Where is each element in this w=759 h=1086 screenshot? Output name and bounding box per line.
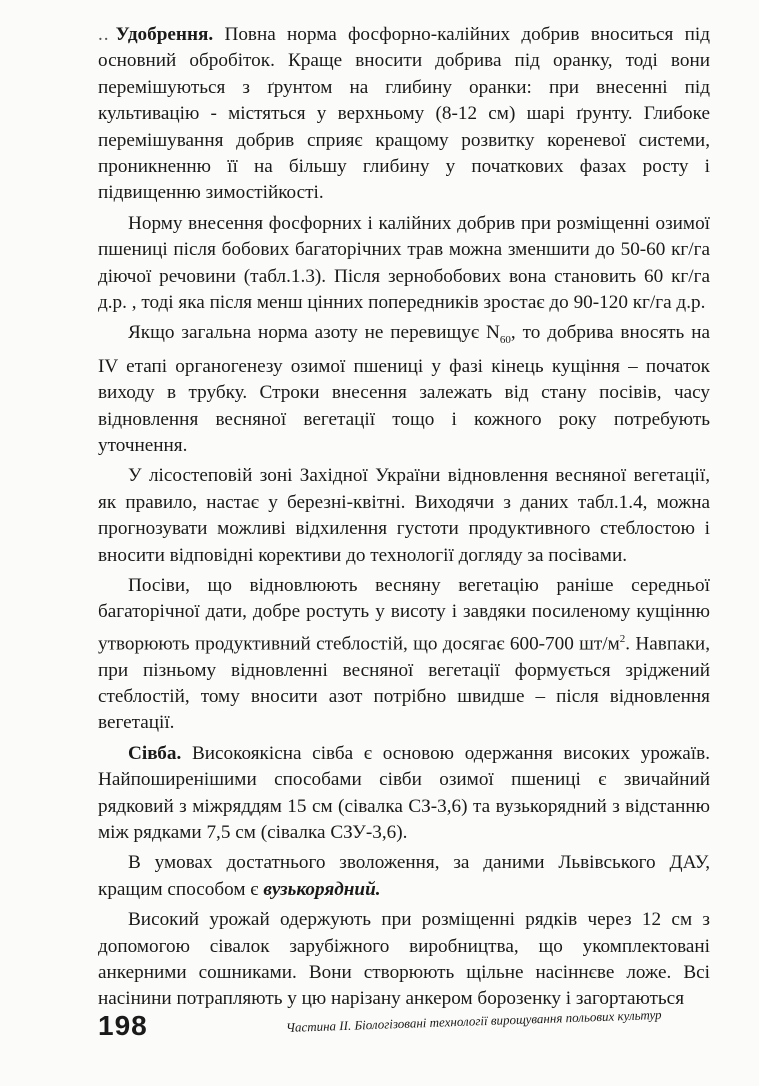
page-number: 198: [98, 1010, 148, 1041]
paragraph-text: В умовах достатнього зволоження, за даними Львівського ДАУ, кращим способом є: [98, 852, 710, 900]
paragraph-nitrogen: [98, 320, 710, 459]
body-text: [98, 22, 710, 1017]
paragraph-crops: [98, 573, 710, 737]
paragraph-forest-steppe: [98, 463, 710, 569]
paragraph-text: , то добрива вносять на IV етапі органогенезу озимої пшениці у фазі кінець кущіння – початок виходу в трубку. Строки внесення залежать від стану посівів, часу відновлення весняної вегетації тощо і кожного року потребують уточнення.: [98, 322, 710, 456]
section-lead-sowing: Сівба.: [128, 742, 182, 764]
paragraph-text: Повна норма фосфорно-калійних добрив вноситься під основний обробіток. Краще вносити добрива під оранку, тоді вони перемішуються з ґрунтом на глибину оранки: при внесенні під культивацію - містяться у верхньому (8-12 см) шарі ґрунту. Глибоке перемішування добрив сприяє кращому розвитку кореневої системи, проникненню її на більшу глибину у початкових фазах росту і підвищенню зимостійкості.: [98, 24, 710, 204]
paragraph-text: Якщо загальна норма азоту не перевищує N: [128, 322, 500, 344]
subscript: 60: [499, 334, 511, 347]
paragraph-text: Високоякісна сівба є основою одержання високих урожаїв. Найпоширенішими способами сівби озимої пшениці є звичайний рядковий з міжряддям 15 см (сівалка СЗ-3,6) та вузькорядний з відстанню між рядками 7,5 см (сівалка СЗУ-3,6).: [98, 742, 710, 843]
paragraph-moisture: [98, 850, 710, 903]
paragraph-high-yield: [98, 907, 710, 1013]
paragraph-sowing: [98, 741, 710, 847]
paragraph-text: Високий урожай одержують при розміщенні рядків через 12 см з допомогою сівалок зарубіжного виробництва, що укомплектовані анкерними сошниками. Вони створюють щільне насіннєве ложе. Всі насінини потрапляють у цю нарізану анкером борозенку і загортаються: [98, 909, 710, 1010]
paragraph-fertilizers: [98, 22, 710, 207]
paragraph-text: . Навпаки, при пізньому відновленні весняної вегетації формується зріджений стеблостій, тому вносити азот потрібно швидше – після відновлення вегетації.: [98, 633, 710, 734]
section-lead-fertilizers: Удобрення.: [115, 24, 214, 45]
paragraph-text: Посіви, що відновлюють весняну вегетацію раніше середньої багаторічної дати, добре ростуть у висоту і завдяки посиленому кущінню утворюють продуктивний стеблостій, що досягає 600-700 шт/м: [98, 574, 710, 655]
paragraph-text: У лісостеповій зоні Західної України відновлення весняної вегетації, як правило, настає у березні-квітні. Виходячи з даних табл.1.4, можна прогнозувати можливі відхилення густоти продуктивного стеблостою і вносити відповідні корективи до технології догляду за посівами.: [98, 465, 710, 566]
emphasis-narrow-row: вузькорядний.: [263, 878, 381, 900]
superscript: 2: [619, 632, 626, 645]
paragraph-text: Норму внесення фосфорних і калійних добрив при розміщенні озимої пшениці після бобових багаторічних трав можна зменшити до 50-60 кг/га діючої речовини (табл.1.3). Після зернобобових вона становить 60 кг/га д.р. , тоді яка після менш цінних попередників зростає до 90-120 кг/га д.р.: [98, 212, 710, 314]
paragraph-norm: [98, 211, 710, 317]
margin-mark-icon: ..: [98, 24, 110, 45]
page-footer: [98, 1006, 710, 1050]
running-head: Частина II. Біологізовані технології вирощування польових культур: [285, 1006, 662, 1035]
